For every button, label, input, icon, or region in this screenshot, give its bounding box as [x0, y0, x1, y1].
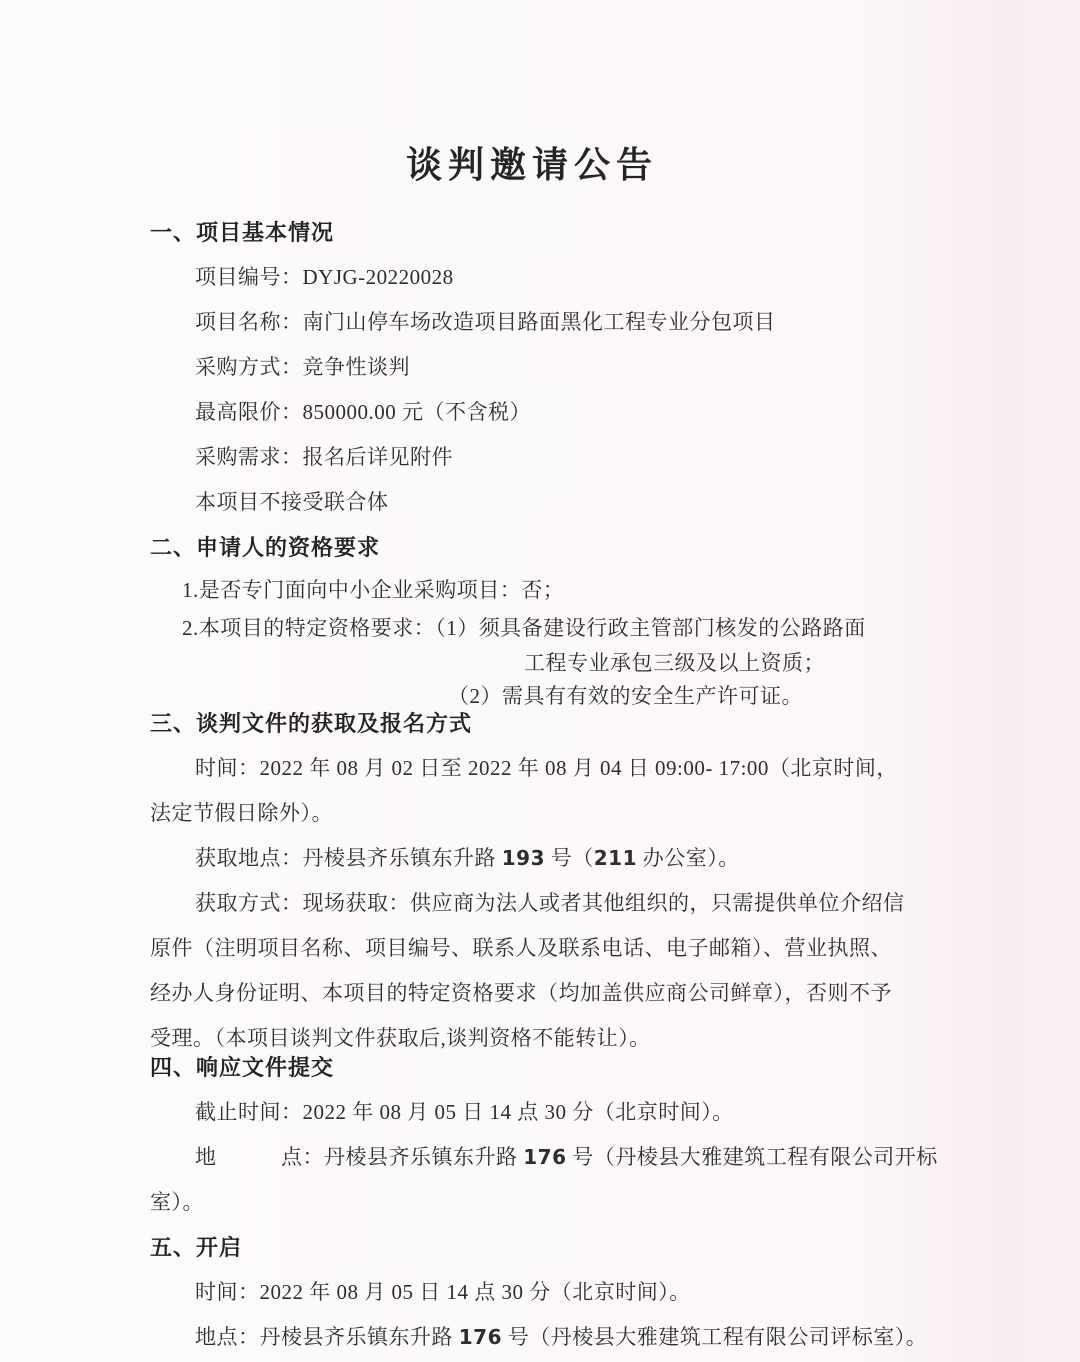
project-name-line: 项目名称：南门山停车场改造项目路面黑化工程专业分包项目 — [195, 310, 776, 334]
submit-place-line — [150, 1135, 990, 1180]
acquire-method-line1: 获取方式：现场获取：供应商为法人或者其他组织的，只需提供单位介绍信 — [195, 891, 905, 915]
street-number: 176 — [523, 1145, 567, 1169]
street-number: 176 — [458, 1325, 502, 1349]
section5-heading: 五、开启 — [150, 1235, 243, 1260]
section1-heading: 一、项目基本情况 — [150, 220, 335, 245]
qualification-item2: 2.本项目的特定资格要求：（1）须具备建设行政主管部门核发的公路路面 — [182, 616, 866, 640]
text-segment: 号（丹棱县大雅建筑工程有限公司评标室）。 — [502, 1325, 928, 1349]
text-segment: 号（ — [545, 846, 594, 870]
acquire-time-line2: 法定节假日除外）。 — [150, 801, 333, 825]
document-title: 谈判邀请公告 — [405, 145, 658, 185]
opening-place-line — [150, 1315, 990, 1360]
text-segment: 地点：丹棱县齐乐镇东升路 — [195, 1325, 459, 1349]
submit-place-continuation: 室）。 — [150, 1190, 204, 1214]
text-segment: 办公室）。 — [637, 846, 740, 870]
section2-heading: 二、申请人的资格要求 — [150, 535, 381, 560]
project-number-line: 项目编号：DYJG-20220028 — [195, 265, 454, 289]
procurement-demand-line: 采购需求：报名后详见附件 — [195, 445, 453, 469]
office-number: 211 — [593, 846, 637, 870]
opening-time-line: 时间：2022 年 08 月 05 日 14 点 30 分（北京时间）。 — [195, 1280, 691, 1304]
text-segment: 号（丹棱县大雅建筑工程有限公司开标 — [566, 1145, 938, 1169]
no-consortium-line: 本项目不接受联合体 — [195, 490, 389, 514]
max-price-line: 最高限价：850000.00 元（不含税） — [195, 400, 531, 424]
text-segment: 获取地点：丹棱县齐乐镇东升路 — [195, 846, 502, 870]
text-segment: 地 点：丹棱县齐乐镇东升路 — [195, 1145, 524, 1169]
street-number: 193 — [501, 846, 545, 870]
acquire-method-line4: 受理。（本项目谈判文件获取后,谈判资格不能转让）。 — [150, 1026, 651, 1050]
acquire-time-line1: 时间：2022 年 08 月 02 日至 2022 年 08 月 04 日 09:00- 17:00（北京时间， — [195, 756, 898, 780]
section4-heading: 四、响应文件提交 — [150, 1055, 335, 1080]
qualification-item1: 1.是否专门面向中小企业采购项目：否； — [182, 578, 565, 602]
acquire-method-line2: 原件（注明项目名称、项目编号、联系人及联系电话、电子邮箱）、营业执照、 — [150, 936, 892, 960]
acquire-method-line3: 经办人身份证明、本项目的特定资格要求（均加盖供应商公司鲜章），否则不予 — [150, 981, 892, 1005]
section3-heading: 三、谈判文件的获取及报名方式 — [150, 711, 473, 736]
acquire-place-line — [150, 836, 990, 881]
qualification-item2-continuation: 工程专业承包三级及以上资质； — [524, 651, 825, 675]
procurement-method-line: 采购方式：竞争性谈判 — [195, 355, 410, 379]
qualification-item3: （2）需具有有效的安全生产许可证。 — [448, 684, 803, 708]
submit-deadline-line: 截止时间：2022 年 08 月 05 日 14 点 30 分（北京时间）。 — [195, 1100, 734, 1124]
